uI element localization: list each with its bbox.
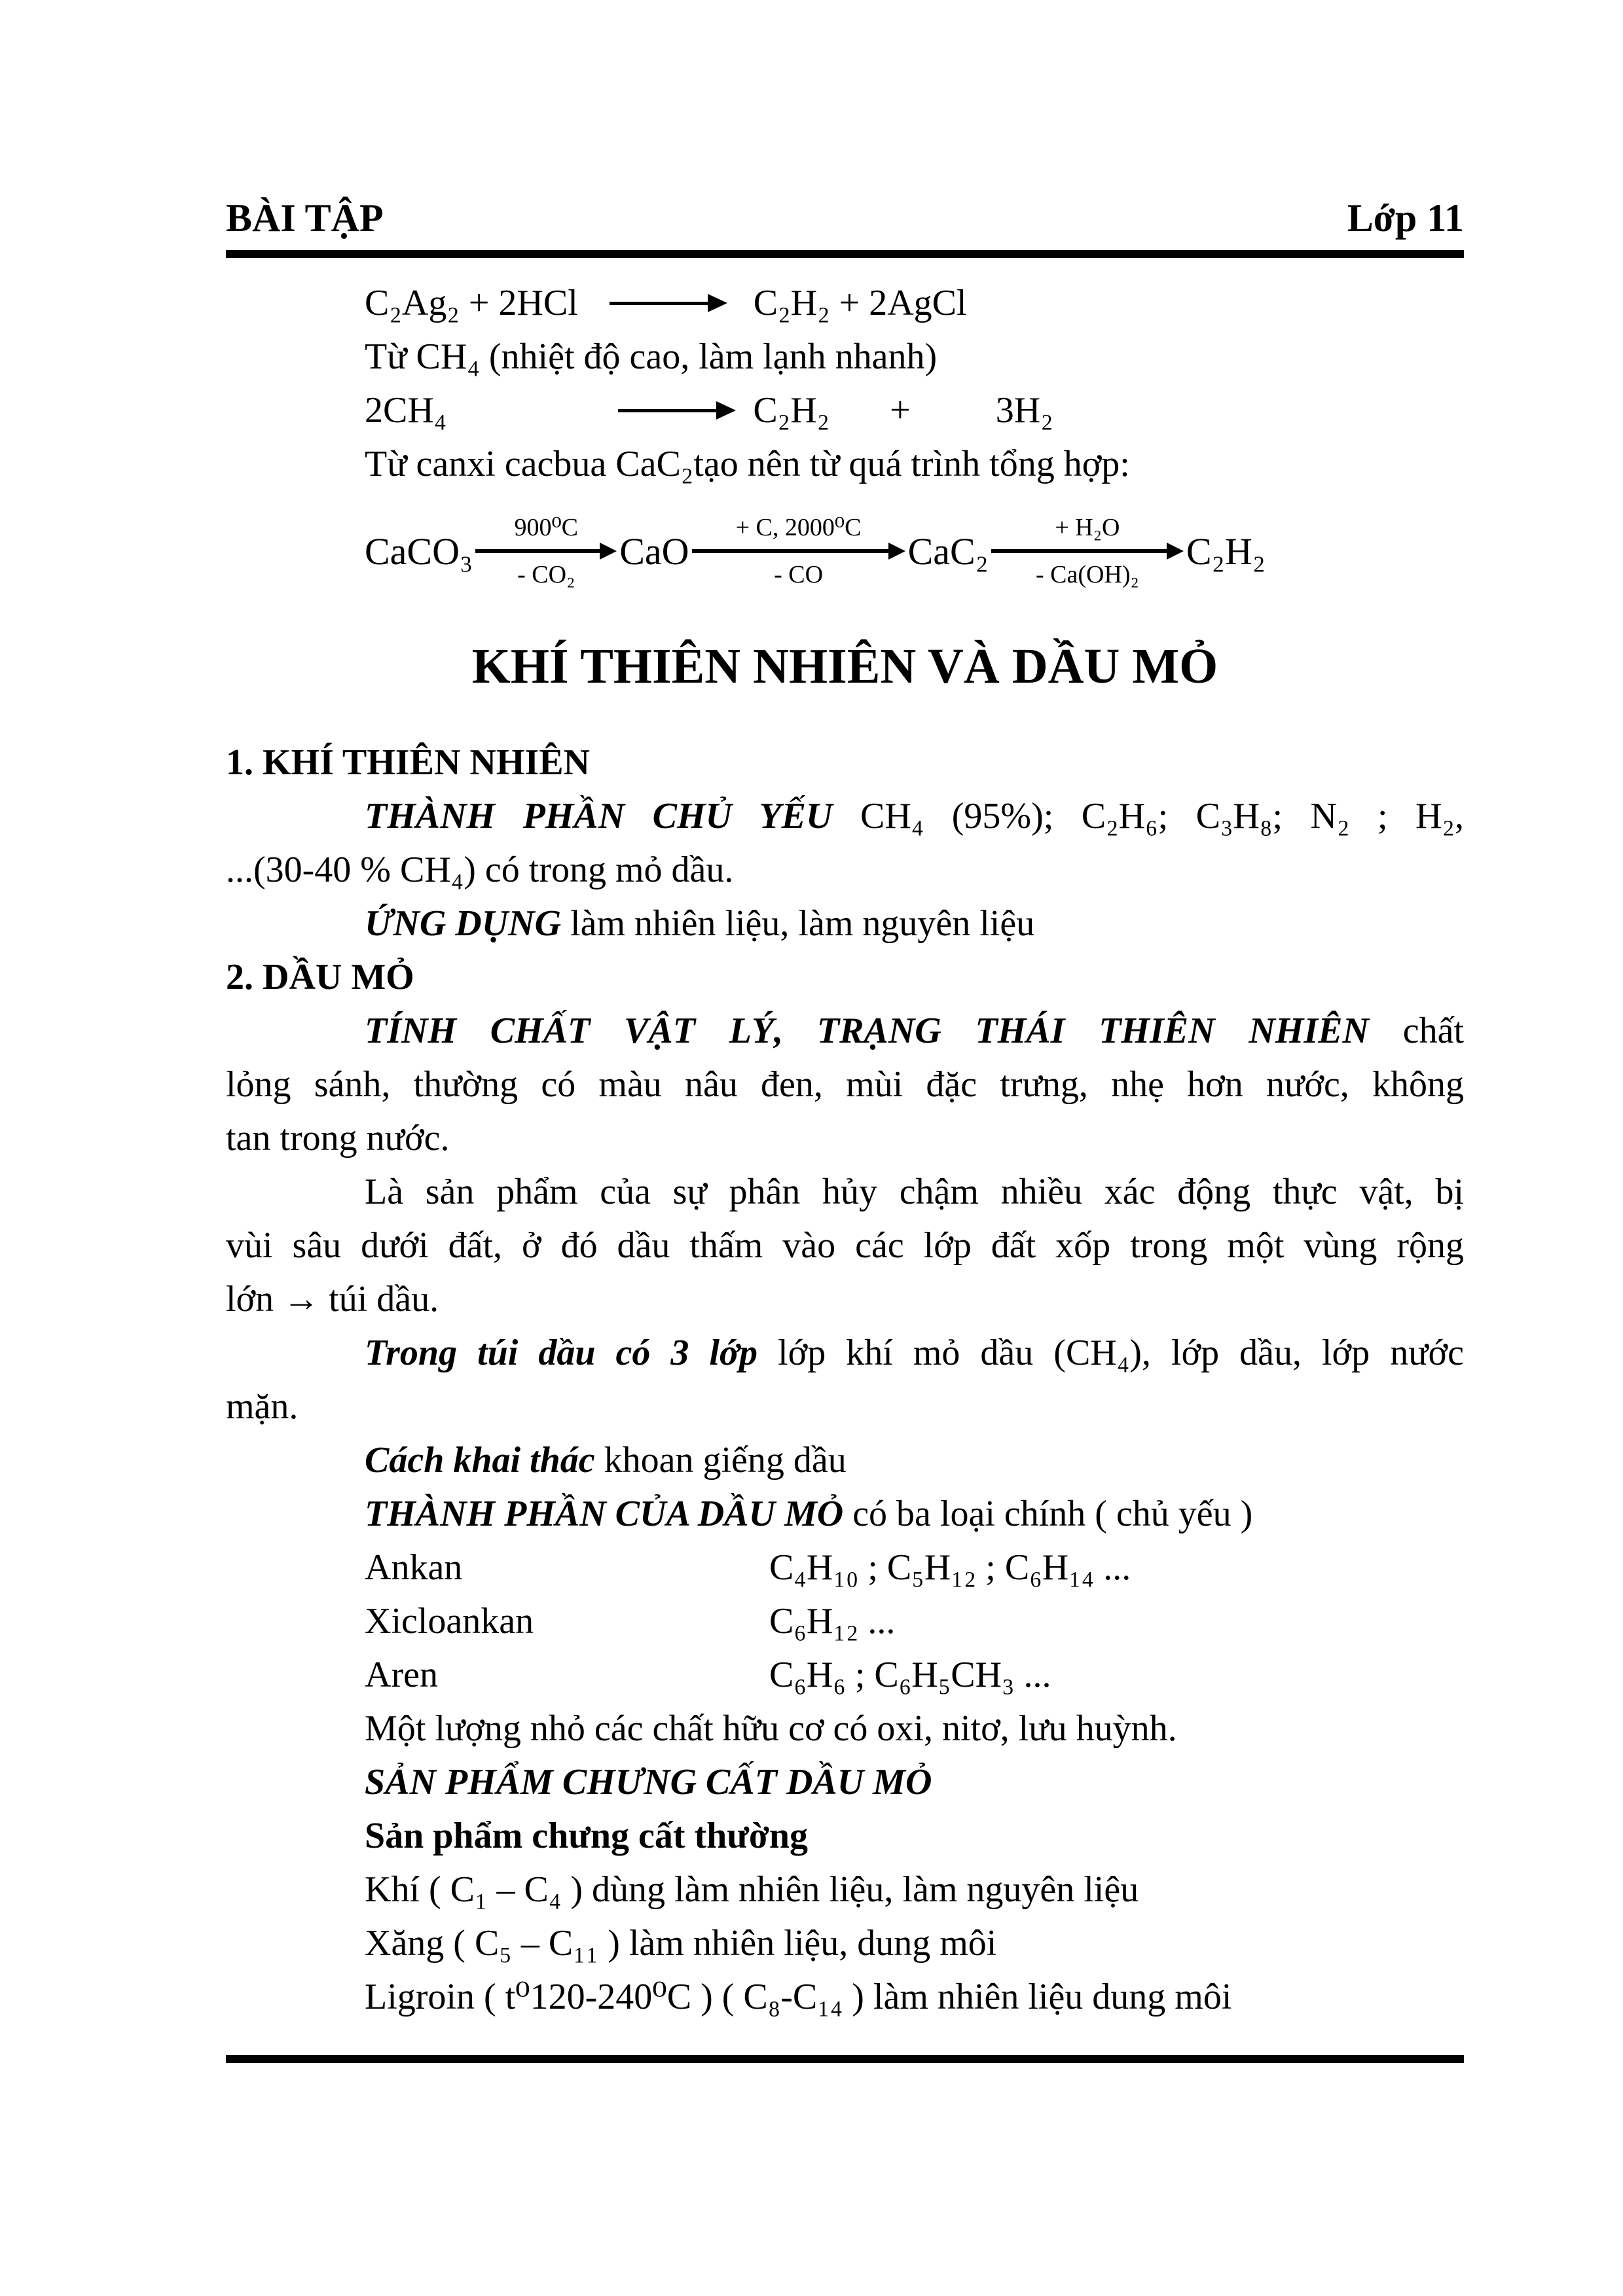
component-row-xicloankan	[226, 1594, 1464, 1648]
arrow-shaft	[610, 302, 708, 305]
section1-composition-cont: ...(30-40 % CH₄) có trong mỏ dầu.	[226, 850, 734, 890]
arrow-shaft	[475, 549, 600, 553]
composition-text: CH₄ (95%); C₂H₆; C₃H₈; N₂ ; H₂,	[860, 796, 1465, 836]
arrow-head	[888, 543, 905, 560]
oil-pocket-cont: mặn.	[226, 1386, 299, 1427]
page-header	[226, 0, 1464, 241]
origin-line3: lớn → túi dầu.	[226, 1279, 439, 1319]
component-formulas: C₆H₁₂ ...	[769, 1601, 896, 1641]
header-rule	[226, 250, 1464, 258]
origin-line1: Là sản phẩm của sự phân hủy chậm nhiều xác động thực vật, bị	[365, 1172, 1464, 1212]
component-row-ankan	[226, 1541, 1464, 1594]
equation-2-product: C₂H₂	[753, 390, 830, 431]
equation-acetylene-from-methane	[226, 384, 1464, 437]
oil-composition-lead: THÀNH PHẦN CỦA DẦU MỎ	[365, 1494, 844, 1534]
physical-properties-cont1: lỏng sánh, thường có màu nâu đen, mùi đặc trưng, nhẹ hơn nước, không	[226, 1064, 1464, 1105]
physical-properties-cont2: tan trong nước.	[226, 1118, 450, 1158]
impurities-line: Một lượng nhỏ các chất hữu cơ có oxi, nitơ, lưu huỳnh.	[365, 1708, 1177, 1749]
reaction-arrow-icon	[618, 401, 736, 420]
arrow-head	[600, 543, 617, 560]
equation-2-hydrogen: 3H₂	[995, 390, 1053, 431]
arrow-shaft	[991, 549, 1167, 553]
arrow-shaft	[692, 549, 888, 553]
section2-heading: 2. DẦU MỎ	[226, 957, 414, 997]
section1-composition-line	[226, 789, 1464, 843]
header-title: BÀI TẬP	[226, 196, 384, 240]
oil-composition-line	[226, 1487, 1464, 1541]
section-natural-gas	[226, 736, 1464, 950]
reaction-arrow-icon	[991, 543, 1184, 560]
chain-arrow-2	[692, 512, 905, 590]
oil-pocket-lead: Trong túi dầu có 3 lớp	[365, 1333, 758, 1373]
footer-rule	[226, 2055, 1464, 2063]
section-petroleum	[226, 950, 1464, 2024]
component-formulas: C₆H₆ ; C₆H₅CH₃ ...	[769, 1655, 1051, 1695]
distillation-line-gas: Khí ( C₁ – C₄ ) dùng làm nhiên liệu, làm nguyên liệu	[365, 1869, 1139, 1910]
chain-compound-cac2: CaC₂	[907, 529, 989, 573]
distillation-heading: SẢN PHẨM CHƯNG CẤT DẦU MỎ	[365, 1762, 932, 1803]
chain-compound-c2h2: C₂H₂	[1186, 529, 1266, 573]
extraction-text: khoan giếng dầu	[604, 1440, 847, 1480]
chain-compound-cao: CaO	[619, 529, 689, 573]
distillation-line-ligroin: Ligroin ( t⁰120-240⁰C ) ( C₈-C₁₄ ) làm nhiên liệu dung môi	[365, 1977, 1232, 2017]
oil-composition-text: có ba loại chính ( chủ yếu )	[852, 1494, 1253, 1534]
oil-pocket-text: lớp khí mỏ dầu (CH₄), lớp dầu, lớp nước	[778, 1333, 1465, 1373]
arrow-head	[708, 294, 727, 312]
equation-1-lhs: C₂Ag₂ + 2HCl	[365, 283, 578, 323]
applications-lead: ỨNG DỤNG	[365, 903, 562, 944]
chain-arrow-1-condition-below: - CO₂	[517, 561, 575, 588]
oil-pocket-line	[226, 1326, 1464, 1380]
extraction-line	[226, 1433, 1464, 1487]
arrow-head	[716, 401, 736, 420]
equation-2-plus: +	[890, 390, 911, 431]
arrow-head	[1167, 543, 1184, 560]
chain-compound-caco3: CaCO₃	[365, 529, 473, 573]
origin-line2: vùi sâu dưới đất, ở đó dầu thấm vào các lớp đất xốp trong một vùng rộng	[226, 1225, 1464, 1266]
physical-properties-lead: TÍNH CHẤT VẬT LÝ, TRẠNG THÁI THIÊN NHIÊN	[365, 1011, 1369, 1051]
chain-arrow-3	[991, 512, 1184, 590]
chain-arrow-3-condition-above: + H₂O	[1055, 514, 1120, 541]
component-name: Aren	[365, 1655, 438, 1695]
section1-heading: 1. KHÍ THIÊN NHIÊN	[226, 742, 590, 783]
equation-1-rhs: C₂H₂ + 2AgCl	[753, 283, 967, 323]
component-name: Xicloankan	[365, 1601, 534, 1641]
chain-arrow-1-condition-above: 900⁰C	[514, 514, 579, 541]
synthesis-chain	[226, 499, 1464, 603]
composition-lead: THÀNH PHẦN CHỦ YẾU	[365, 796, 833, 836]
note-from-methane: Từ CH₄ (nhiệt độ cao, làm lạnh nhanh)	[365, 336, 938, 377]
reaction-arrow-icon	[610, 294, 727, 312]
equation-acetylene-from-silver-carbide	[226, 276, 1464, 330]
distillation-subheading: Sản phẩm chưng cất thường	[365, 1816, 809, 1856]
chain-arrow-2-condition-above: + C, 2000⁰C	[735, 514, 862, 541]
reaction-arrow-icon	[692, 543, 905, 560]
section1-applications-line	[226, 897, 1464, 950]
header-grade: Lớp 11	[1347, 196, 1464, 240]
chain-arrow-2-condition-below: - CO	[774, 561, 824, 588]
component-formulas: C₄H₁₀ ; C₅H₁₂ ; C₆H₁₄ ...	[769, 1547, 1131, 1588]
reaction-arrow-icon	[475, 543, 617, 560]
physical-properties-line	[226, 1004, 1464, 1058]
equations-block	[226, 276, 1464, 603]
equation-2-lhs: 2CH₄	[365, 390, 447, 431]
applications-text: làm nhiên liệu, làm nguyên liệu	[570, 903, 1035, 944]
chain-arrow-1	[475, 512, 617, 590]
extraction-lead: Cách khai thác	[365, 1440, 595, 1480]
chain-arrow-3-condition-below: - Ca(OH)₂	[1036, 561, 1139, 588]
arrow-shaft	[618, 409, 716, 412]
note-calcium-carbide: Từ canxi cacbua CaC₂tạo nên từ quá trình tổng hợp:	[365, 444, 1130, 484]
component-name: Ankan	[365, 1547, 463, 1588]
component-row-aren	[226, 1648, 1464, 1702]
page-title: KHÍ THIÊN NHIÊN VÀ DẦU MỎ	[471, 639, 1218, 694]
physical-properties-text: chất	[1402, 1011, 1465, 1051]
distillation-line-gasoline: Xăng ( C₅ – C₁₁ ) làm nhiên liệu, dung môi	[365, 1923, 997, 1964]
